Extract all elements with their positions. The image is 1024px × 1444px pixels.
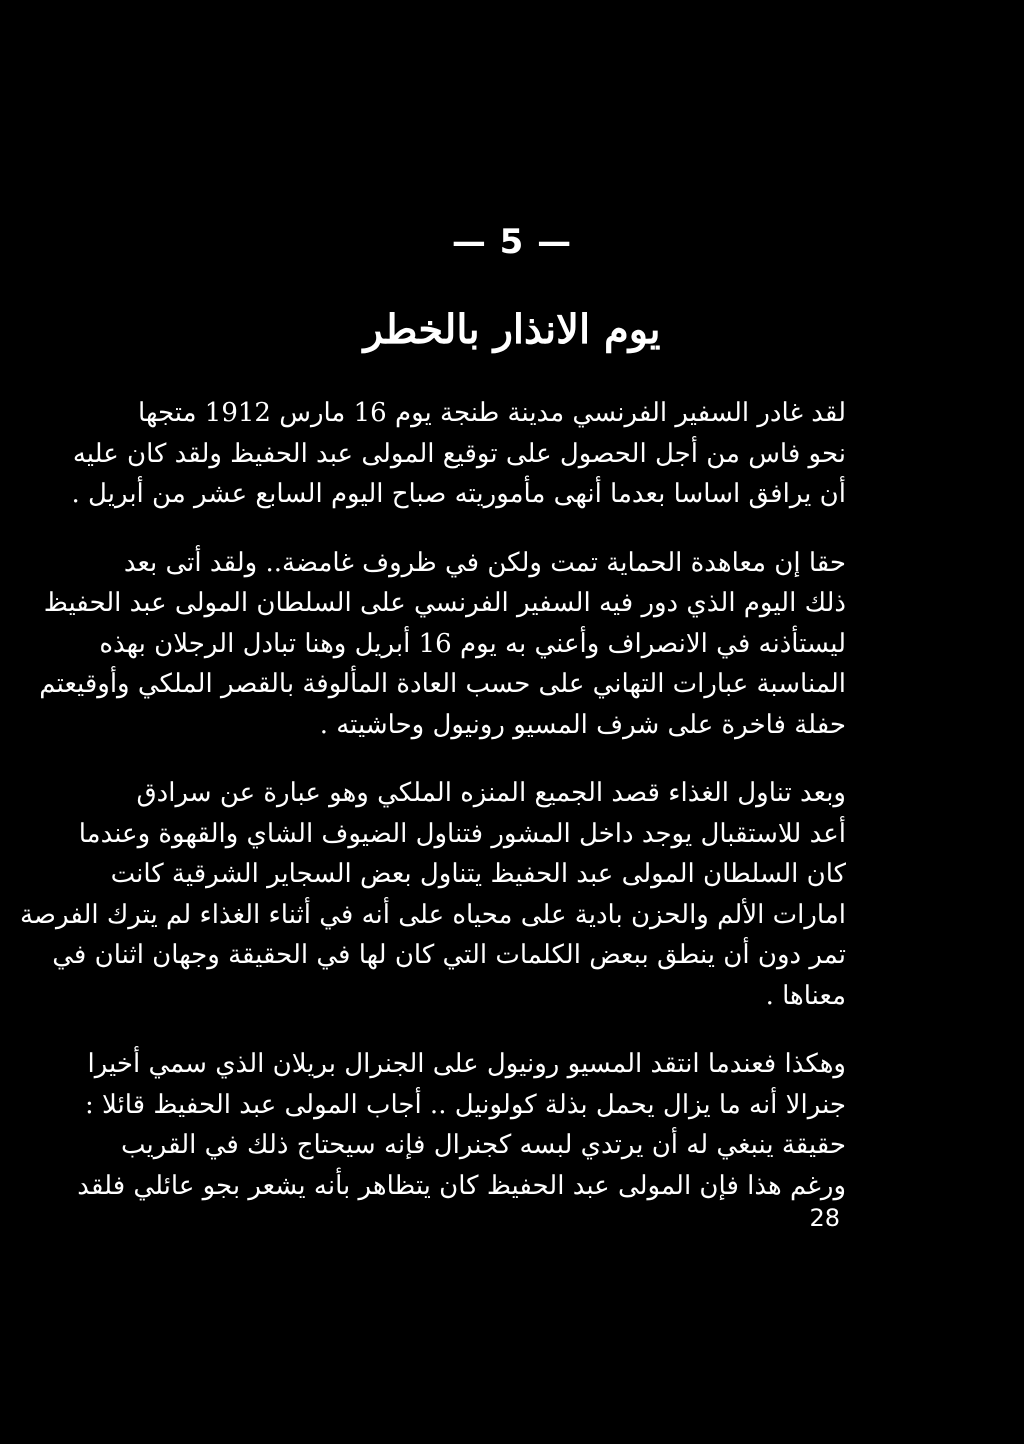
text-line: لقد غادر السفير الفرنسي مدينة طنجة يوم 16 مارس 1912 متجها [138,398,846,428]
text-line: نحو فاس من أجل الحصول على توقيع المولى عبد الحفيظ ولقد كان عليه [72,438,846,469]
text-line: وبعد تناول الغذاء قصد الجميع المنزه الملكي وهو عبارة عن سرادق [136,778,846,808]
paragraph-2 [39,543,846,746]
body-text [19,393,846,1206]
text-line: حقا إن معاهدة الحماية تمت ولكن في ظروف غامضة.. ولقد أتى بعد [123,547,846,578]
chapter-number: — 5 — [451,222,573,262]
text-line: وهكذا فعندما انتقد المسيو رونيول على الجنرال بريلان الذي سمي أخيرا [87,1049,846,1079]
text-line: تمر دون أن ينطق ببعض الكلمات التي كان لها في الحقيقة وجهان اثنان في [52,940,846,970]
paragraph-1 [71,393,846,515]
text-line: ذلك اليوم الذي دور فيه السفير الفرنسي على السلطان المولى عبد الحفيظ [43,588,846,618]
paragraph-3 [19,773,846,1016]
text-line: حفلة فاخرة على شرف المسيو رونيول وحاشيته . [319,709,846,740]
text-line: أن يرافق اساسا بعدما أنهى مأموريته صباح اليوم السابع عشر من أبريل . [71,479,846,509]
text-line: حقيقة ينبغي له أن يرتدي لبسه كجنرال فإنه سيحتاج ذلك في القريب [121,1130,846,1160]
page-number: 28 [809,1204,840,1232]
text-line: جنرالا أنه ما يزال يحمل بذلة كولونيل .. أجاب المولى عبد الحفيظ قائلا : [84,1089,846,1120]
text-line: معناها . [765,980,846,1011]
text-line: ورغم هذا فإن المولى عبد الحفيظ كان يتظاهر بأنه يشعر بجو عائلي فلقد [77,1170,846,1201]
text-line: المناسبة عبارات التهاني على حسب العادة المألوفة بالقصر الملكي وأوقيعتم [39,669,846,699]
chapter-title: يوم الانذار بالخطر [363,306,661,353]
text-line: أعد للاستقبال يوجد داخل المشور فتناول الضيوف الشاي والقهوة وعندما [78,818,846,849]
paragraph-4 [77,1044,846,1206]
text-line: كان السلطان المولى عبد الحفيظ يتناول بعض السجاير الشرقية كانت [110,859,846,889]
text-line: ليستأذنه في الانصراف وأعني به يوم 16 أبريل وهنا تبادل الرجلان بهذه [99,628,846,659]
text-line: امارات الألم والحزن بادية على محياه على أنه في أثناء الغذاء لم يترك الفرصة [19,899,846,930]
